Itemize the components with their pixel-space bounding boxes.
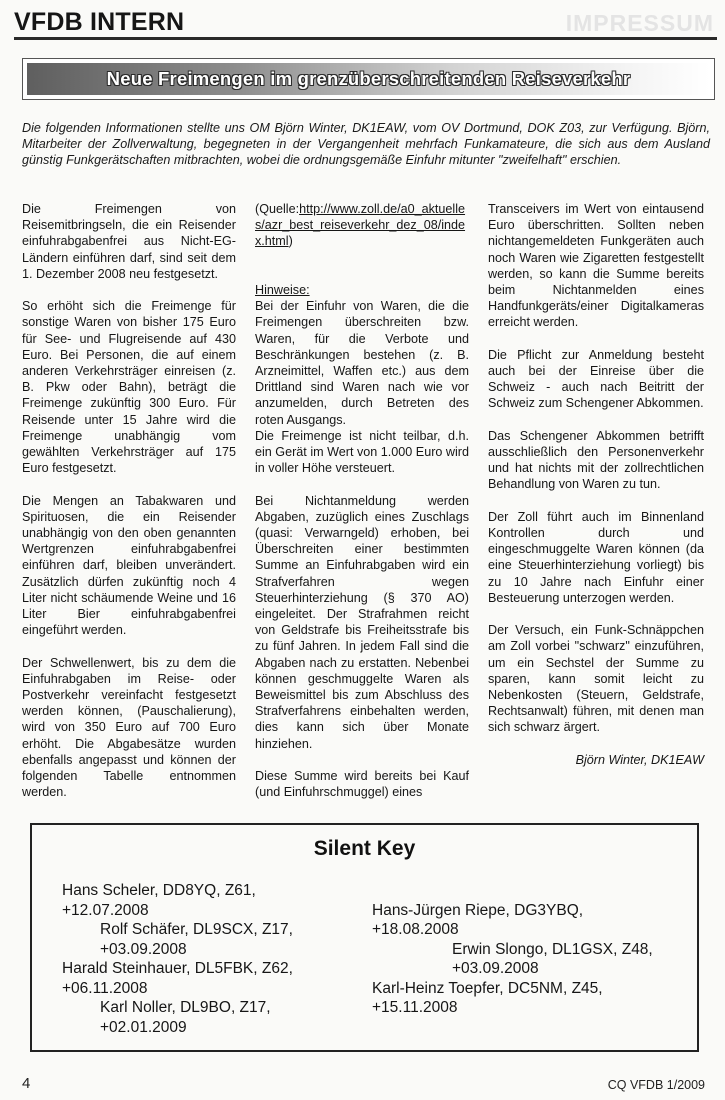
paragraph: Bei Nichtanmeldung werden Abgaben, zuzüglich eines Zuschlags (quasi: Verwarngeld) erhoben, bei Überschreiten einer bestimmten Summe an Einfuhrabgaben wird ein Strafverfahren wegen Steuerhinterziehung (§ 370 AO) eingeleitet. Der Strafrahmen reicht von Geldstrafe bis Freiheitsstrafe bis zu fünf Jahren. In jedem Fall sind die Abgaben nach zu erstatten. Nebenbei können geschmuggelte Waren als Beweismittel bis zum Abschluss des Strafverfahrens einbehalten werden, dies kann sich über Monate hinziehen. <box>255 493 469 751</box>
source-suffix: ) <box>288 234 293 249</box>
sk-date: +12.07.2008 <box>62 902 149 919</box>
banner-gradient <box>27 63 710 95</box>
sk-name: Hans Scheler, DD8YQ, Z61, <box>62 882 256 899</box>
silent-key-title: Silent Key <box>313 837 416 860</box>
sk-date: +18.08.2008 <box>372 921 459 938</box>
sk-name: Erwin Slongo, DL1GSX, Z48, <box>452 941 653 958</box>
sk-name: Harald Steinhauer, DL5FBK, Z62, <box>62 960 293 977</box>
source-link[interactable]: http://www.zoll.de/a0_aktuelles/azr_best_reiseverkehr_dez_08/index.html <box>255 202 466 249</box>
ghost-heading: IMPRESSUM <box>565 10 714 36</box>
paragraph: Der Zoll führt auch im Binnenland Kontrollen durch und eingeschmuggelte Waren können (da eine Steuerhinterziehung vorliegt) bis zu 10 Jahre nach Einfuhr einer Besteuerung unterzogen werden. <box>488 509 704 605</box>
section-title: VFDB INTERN <box>14 8 185 36</box>
spacer <box>255 266 469 282</box>
paragraph: So erhöht sich die Freimenge für sonstige Waren von bisher 175 Euro für See- und Flugreisende auf 430 Euro. Bei Personen, die auf einem anderen Verkehrsträger einreisen (z. B. Pkw oder Bahn), beträgt die Freimenge zukünftig 300 Euro. Für Reisende unter 15 Jahre wird die Freimenge unabhängig vom gewählten Verkehrsträger auf 175 Euro festgesetzt. <box>22 299 236 476</box>
sk-date: +15.11.2008 <box>372 999 458 1016</box>
paragraph: Der Versuch, ein Funk-Schnäppchen am Zoll vorbei "schwarz" einzuführen, um ein Sechstel der Summe zu sparen, kann somit leicht zu Nebenkosten (Steuern, Geldstrafe, Rechtsanwalt) führen, mit denen man sich schwarz ärgert. <box>488 623 704 735</box>
paragraph: Bei der Einfuhr von Waren, die die Freimengen überschreiten bzw. Waren, für die Verbote und Beschränkungen bestehen (z. B. Arzneimittel, Waffen etc.) aus dem Drittland sind Waren nach wie vor anzumelden, durch Betreten des roten Ausgangs. <box>255 299 469 427</box>
sk-date: +03.09.2008 <box>100 941 187 958</box>
sk-date: +06.11.2008 <box>62 980 148 997</box>
issue-label: CQ VFDB 1/2009 <box>607 1078 705 1092</box>
paragraph: Die Mengen an Tabakwaren und Spirituosen, die ein Reisender unabhängig von den oben genannten Wertgrenzen einfuhrabgabenfrei einführen darf, bleiben unverändert. Zusätzlich dürfen zukünftig noch 4 Liter nicht schäumende Weine und 16 Liter Bier einfuhrabgabenfrei eingeführt werden. <box>22 493 236 638</box>
sk-name: Karl-Heinz Toepfer, DC5NM, Z45, <box>372 980 603 997</box>
column-3 <box>488 201 704 768</box>
source-prefix: (Quelle: <box>255 202 300 216</box>
article-banner <box>22 58 715 100</box>
author-signature: Björn Winter, DK1EAW <box>575 752 704 767</box>
sk-name: Hans-Jürgen Riepe, DG3YBQ, <box>372 902 584 919</box>
article-intro <box>22 120 710 169</box>
paragraph: Das Schengener Abkommen betrifft ausschließlich den Personenverkehr und hat nichts mit der zollrechtlichen Behandlung von Waren zu tun. <box>488 428 704 492</box>
column-2 <box>255 201 469 817</box>
hint-heading: Hinweise: <box>255 282 310 297</box>
header-rule <box>14 37 717 40</box>
page-number: 4 <box>22 1075 31 1092</box>
sk-name: Rolf Schäfer, DL9SCX, Z17, <box>100 921 293 938</box>
paragraph: Diese Summe wird bereits bei Kauf (und Einfuhrschmuggel) eines <box>255 769 469 800</box>
paragraph: Die Freimenge ist nicht teilbar, d.h. ein Gerät im Wert von 1.000 Euro wird in voller Höhe versteuert. <box>255 428 469 476</box>
sk-date: +03.09.2008 <box>452 960 539 977</box>
sk-name: Karl Noller, DL9BO, Z17, <box>100 999 271 1016</box>
paragraph: Transceivers im Wert von eintausend Euro überschritten. Sollten neben nichtangemeldeten Funkgeräten auch noch Waren wie Zigaretten festgestellt werden, so kann die Summe bereits beim Nichtanmelden eines Handfunkgeräts/einer Digitalkameras erreicht werden. <box>488 202 704 330</box>
silent-key-box <box>30 823 699 1052</box>
paragraph: Die Pflicht zur Anmeldung besteht auch bei der Einreise über die Schweiz - auch nach Beitritt der Schweiz zum Schengener Abkommen. <box>488 347 704 411</box>
sk-date: +02.01.2009 <box>100 1019 187 1036</box>
paragraph: Der Schwellenwert, bis zu dem die Einfuhrabgaben im Reise- oder Postverkehr vereinfacht festgesetzt werden können, (Pauschalierung), wird von 350 Euro auf 700 Euro erhöht. Die Abgabesätze wurden ebenfalls angepasst und können der folgenden Tabelle entnommen werden. <box>22 655 236 800</box>
section-header <box>14 8 714 40</box>
article-title: Neue Freimengen im grenzüberschreitenden Reiseverkehr <box>106 68 631 89</box>
source-paragraph <box>255 201 469 250</box>
column-1 <box>22 201 236 817</box>
paragraph: Die Freimengen von Reisemitbringseln, die ein Reisender einfuhrabgabenfrei aus Nicht-EG-Ländern einführen darf, sind seit dem 1. Dezember 2008 neu festgesetzt. <box>22 202 236 281</box>
intro-paragraph: Die folgenden Informationen stellte uns OM Björn Winter, DK1EAW, vom OV Dortmund, DOK Z03, zur Verfügung. Björn, Mitarbeiter der Zollverwaltung, begegneten in der Vergangenheit mehrfach Funkamateure, die sich aus dem Ausland günstig Funkgerätschaften mitbrachten, wobei die ordnungsgemäße Einfuhr mitunter "zweifelhaft" erschien. <box>22 121 710 168</box>
